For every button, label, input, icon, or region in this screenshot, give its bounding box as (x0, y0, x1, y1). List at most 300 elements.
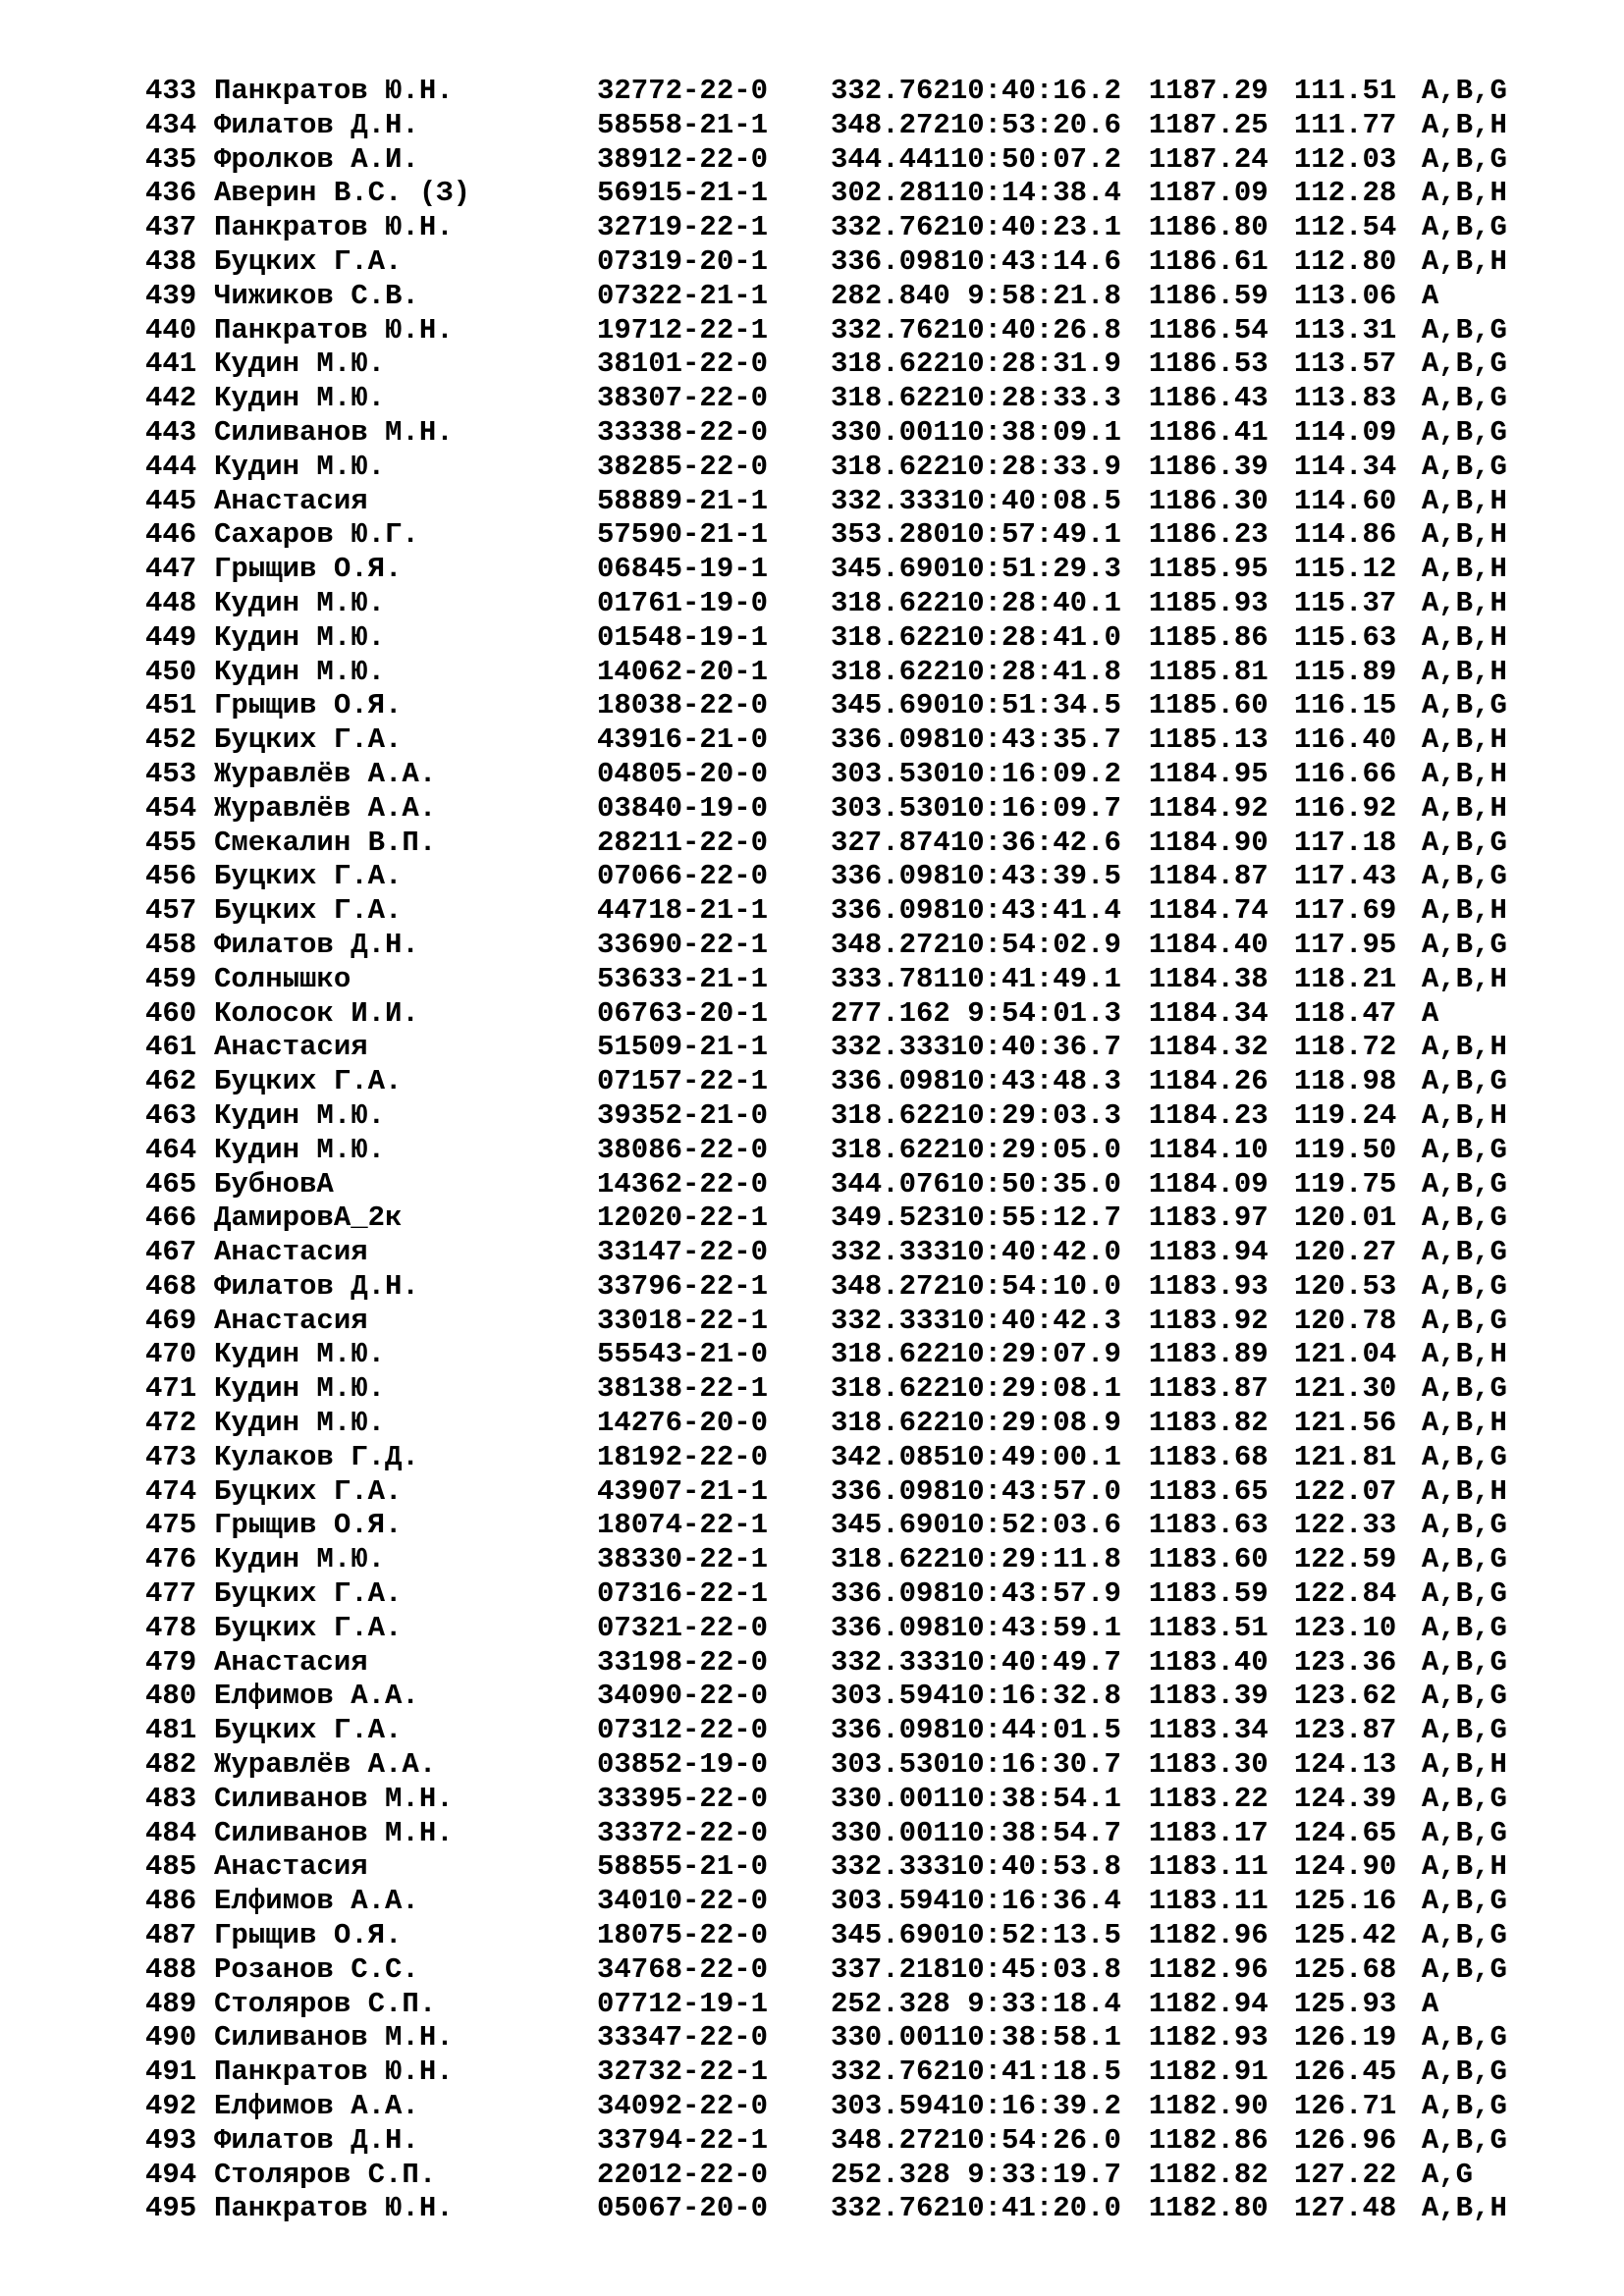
coefficient-value: 127.48 (1293, 2192, 1397, 2225)
place-number: 444 (145, 450, 197, 483)
ring-number: 14062-20-1 (597, 655, 769, 688)
distance-km: 303.530 (831, 791, 950, 825)
fancier-name: Кудин М.Ю. (214, 450, 386, 483)
arrival-time: 10:40:16.2 (949, 75, 1121, 107)
arrival-time: 10:43:14.6 (949, 244, 1121, 278)
arrival-time: 10:28:41.8 (949, 655, 1121, 688)
result-row (145, 485, 1530, 519)
coefficient-value: 114.09 (1293, 415, 1397, 449)
distance-km: 318.622 (831, 450, 950, 483)
category-flags: A,B,G (1421, 450, 1507, 483)
ring-number: 06845-19-1 (597, 553, 769, 586)
speed-value: 1182.96 (1148, 1952, 1269, 1986)
arrival-time: 10:16:09.7 (949, 791, 1121, 825)
ring-number: 01548-19-1 (597, 620, 769, 654)
coefficient-value: 125.16 (1293, 1885, 1397, 1918)
fancier-name: Анастасия (214, 1645, 368, 1679)
category-flags: A,B,H (1421, 757, 1507, 790)
speed-value: 1182.82 (1148, 2158, 1269, 2191)
category-flags: A,B,G (1421, 689, 1507, 722)
result-row (145, 997, 1530, 1032)
result-row (145, 1885, 1530, 1919)
arrival-time: 10:50:07.2 (949, 142, 1121, 176)
category-flags: A,B,H (1421, 791, 1507, 825)
distance-km: 318.622 (831, 382, 950, 415)
category-flags: A,B,G (1421, 2123, 1507, 2157)
ring-number: 28211-22-0 (597, 826, 769, 859)
ring-number: 14362-22-0 (597, 1167, 769, 1201)
ring-number: 33796-22-1 (597, 1269, 769, 1303)
fancier-name: Фролков А.И. (214, 142, 419, 176)
distance-km: 332.333 (831, 1236, 950, 1269)
coefficient-value: 121.04 (1293, 1338, 1397, 1371)
place-number: 451 (145, 689, 197, 722)
fancier-name: Солнышко (214, 962, 352, 995)
category-flags: A,B,G (1421, 1236, 1507, 1269)
category-flags: A (1421, 996, 1439, 1030)
distance-km: 345.690 (831, 1919, 950, 1952)
coefficient-value: 114.34 (1293, 450, 1397, 483)
fancier-name: Сахаров Ю.Г. (214, 518, 419, 552)
arrival-time: 10:16:36.4 (949, 1885, 1121, 1918)
result-row (145, 1372, 1530, 1407)
speed-value: 1183.94 (1148, 1236, 1269, 1269)
place-number: 440 (145, 313, 197, 347)
arrival-time: 10:50:35.0 (949, 1167, 1121, 1201)
speed-value: 1185.95 (1148, 553, 1269, 586)
distance-km: 318.622 (831, 1407, 950, 1440)
distance-km: 252.328 (831, 1987, 950, 2020)
fancier-name: Панкратов Ю.Н. (214, 2056, 454, 2089)
result-row (145, 963, 1530, 997)
coefficient-value: 115.89 (1293, 655, 1397, 688)
distance-km: 336.098 (831, 1577, 950, 1611)
speed-value: 1186.30 (1148, 484, 1269, 517)
arrival-time: 10:41:20.0 (949, 2192, 1121, 2225)
place-number: 462 (145, 1065, 197, 1098)
arrival-time: 10:28:40.1 (949, 586, 1121, 619)
coefficient-value: 119.50 (1293, 1133, 1397, 1166)
speed-value: 1185.13 (1148, 723, 1269, 757)
distance-km: 302.281 (831, 177, 950, 210)
result-row (145, 280, 1530, 314)
result-row (145, 109, 1530, 143)
result-row (145, 2090, 1530, 2124)
speed-value: 1186.54 (1148, 313, 1269, 347)
fancier-name: Журавлёв А.А. (214, 791, 437, 825)
distance-km: 345.690 (831, 553, 950, 586)
ring-number: 32732-22-1 (597, 2056, 769, 2089)
distance-km: 345.690 (831, 1509, 950, 1542)
distance-km: 345.690 (831, 689, 950, 722)
ring-number: 33690-22-1 (597, 928, 769, 961)
category-flags: A,B,H (1421, 962, 1507, 995)
category-flags: A,B,H (1421, 1850, 1507, 1884)
arrival-time: 10:29:05.0 (949, 1133, 1121, 1166)
category-flags: A,B,G (1421, 1133, 1507, 1166)
result-row (145, 1441, 1530, 1475)
distance-km: 336.098 (831, 860, 950, 893)
distance-km: 282.840 (831, 279, 950, 312)
ring-number: 19712-22-1 (597, 313, 769, 347)
ring-number: 51509-21-1 (597, 1031, 769, 1064)
arrival-time: 10:28:41.0 (949, 620, 1121, 654)
place-number: 441 (145, 347, 197, 381)
fancier-name: Журавлёв А.А. (214, 1748, 437, 1782)
category-flags: A,B,G (1421, 928, 1507, 961)
distance-km: 318.622 (831, 1372, 950, 1406)
coefficient-value: 122.33 (1293, 1509, 1397, 1542)
distance-km: 332.762 (831, 2192, 950, 2225)
distance-km: 318.622 (831, 1133, 950, 1166)
result-row (145, 1236, 1530, 1270)
coefficient-value: 118.98 (1293, 1065, 1397, 1098)
result-row (145, 75, 1530, 109)
speed-value: 1184.32 (1148, 1031, 1269, 1064)
arrival-time: 10:14:38.4 (949, 177, 1121, 210)
ring-number: 33198-22-0 (597, 1645, 769, 1679)
speed-value: 1183.60 (1148, 1543, 1269, 1576)
speed-value: 1184.40 (1148, 928, 1269, 961)
ring-number: 06763-20-1 (597, 996, 769, 1030)
arrival-time: 9:33:19.7 (949, 2158, 1121, 2191)
category-flags: A,B,G (1421, 1952, 1507, 1986)
category-flags: A,B,H (1421, 553, 1507, 586)
fancier-name: Силиванов М.Н. (214, 415, 454, 449)
coefficient-value: 123.87 (1293, 1714, 1397, 1747)
ring-number: 07322-21-1 (597, 279, 769, 312)
distance-km: 332.333 (831, 1304, 950, 1337)
result-row (145, 1134, 1530, 1168)
fancier-name: Кудин М.Ю. (214, 586, 386, 619)
coefficient-value: 112.80 (1293, 244, 1397, 278)
result-row (145, 1680, 1530, 1714)
category-flags: A,B,G (1421, 1304, 1507, 1337)
arrival-time: 10:16:39.2 (949, 2090, 1121, 2123)
coefficient-value: 123.10 (1293, 1611, 1397, 1644)
coefficient-value: 126.19 (1293, 2021, 1397, 2055)
distance-km: 303.530 (831, 1748, 950, 1782)
category-flags: A (1421, 279, 1439, 312)
fancier-name: Анастасия (214, 1304, 368, 1337)
coefficient-value: 123.62 (1293, 1680, 1397, 1713)
distance-km: 303.594 (831, 1680, 950, 1713)
arrival-time: 10:43:59.1 (949, 1611, 1121, 1644)
result-row (145, 1270, 1530, 1305)
speed-value: 1186.61 (1148, 244, 1269, 278)
place-number: 481 (145, 1714, 197, 1747)
category-flags: A,B,H (1421, 1407, 1507, 1440)
ring-number: 57590-21-1 (597, 518, 769, 552)
place-number: 493 (145, 2123, 197, 2157)
place-number: 446 (145, 518, 197, 552)
coefficient-value: 112.54 (1293, 211, 1397, 244)
result-row (145, 723, 1530, 758)
distance-km: 348.272 (831, 928, 950, 961)
category-flags: A,B,G (1421, 860, 1507, 893)
ring-number: 07316-22-1 (597, 1577, 769, 1611)
arrival-time: 10:55:12.7 (949, 1201, 1121, 1235)
coefficient-value: 119.24 (1293, 1098, 1397, 1132)
result-row (145, 656, 1530, 690)
speed-value: 1186.23 (1148, 518, 1269, 552)
category-flags: A,B,H (1421, 1031, 1507, 1064)
distance-km: 332.333 (831, 1031, 950, 1064)
arrival-time: 10:45:03.8 (949, 1952, 1121, 1986)
category-flags: A,B,G (1421, 2021, 1507, 2055)
result-row (145, 1099, 1530, 1134)
distance-km: 336.098 (831, 894, 950, 928)
distance-km: 318.622 (831, 655, 950, 688)
category-flags: A,B,H (1421, 655, 1507, 688)
speed-value: 1184.09 (1148, 1167, 1269, 1201)
ring-number: 03852-19-0 (597, 1748, 769, 1782)
fancier-name: Филатов Д.Н. (214, 108, 419, 141)
place-number: 466 (145, 1201, 197, 1235)
coefficient-value: 122.84 (1293, 1577, 1397, 1611)
arrival-time: 10:54:10.0 (949, 1269, 1121, 1303)
arrival-time: 10:40:08.5 (949, 484, 1121, 517)
ring-number: 07321-22-0 (597, 1611, 769, 1644)
category-flags: A,B,H (1421, 620, 1507, 654)
fancier-name: Кудин М.Ю. (214, 1098, 386, 1132)
speed-value: 1183.87 (1148, 1372, 1269, 1406)
place-number: 469 (145, 1304, 197, 1337)
arrival-time: 10:57:49.1 (949, 518, 1121, 552)
fancier-name: Смекалин В.П. (214, 826, 437, 859)
distance-km: 344.076 (831, 1167, 950, 1201)
ring-number: 38086-22-0 (597, 1133, 769, 1166)
coefficient-value: 113.83 (1293, 382, 1397, 415)
place-number: 467 (145, 1236, 197, 1269)
coefficient-value: 125.68 (1293, 1952, 1397, 1986)
coefficient-value: 120.53 (1293, 1269, 1397, 1303)
arrival-time: 10:16:30.7 (949, 1748, 1121, 1782)
result-row (145, 1748, 1530, 1783)
place-number: 443 (145, 415, 197, 449)
result-row (145, 2021, 1530, 2056)
distance-km: 303.530 (831, 757, 950, 790)
result-row (145, 2124, 1530, 2159)
category-flags: A,B,H (1421, 177, 1507, 210)
speed-value: 1186.43 (1148, 382, 1269, 415)
result-row (145, 1714, 1530, 1748)
speed-value: 1182.90 (1148, 2090, 1269, 2123)
place-number: 489 (145, 1987, 197, 2020)
place-number: 470 (145, 1338, 197, 1371)
arrival-time: 10:38:09.1 (949, 415, 1121, 449)
result-row (145, 553, 1530, 587)
fancier-name: Грыщив О.Я. (214, 553, 403, 586)
category-flags: A,B,H (1421, 894, 1507, 928)
arrival-time: 10:38:54.1 (949, 1782, 1121, 1815)
distance-km: 336.098 (831, 1611, 950, 1644)
speed-value: 1186.39 (1148, 450, 1269, 483)
place-number: 456 (145, 860, 197, 893)
fancier-name: Буцких Г.А. (214, 894, 403, 928)
fancier-name: Панкратов Ю.Н. (214, 2192, 454, 2225)
category-flags: A,B,G (1421, 1509, 1507, 1542)
place-number: 475 (145, 1509, 197, 1542)
fancier-name: Филатов Д.Н. (214, 2123, 419, 2157)
arrival-time: 10:52:13.5 (949, 1919, 1121, 1952)
fancier-name: Кудин М.Ю. (214, 655, 386, 688)
coefficient-value: 121.30 (1293, 1372, 1397, 1406)
category-flags: A,B,G (1421, 1167, 1507, 1201)
coefficient-value: 116.92 (1293, 791, 1397, 825)
speed-value: 1183.82 (1148, 1407, 1269, 1440)
distance-km: 353.280 (831, 518, 950, 552)
speed-value: 1184.92 (1148, 791, 1269, 825)
coefficient-value: 117.18 (1293, 826, 1397, 859)
arrival-time: 9:54:01.3 (949, 996, 1121, 1030)
ring-number: 43907-21-1 (597, 1474, 769, 1508)
coefficient-value: 115.37 (1293, 586, 1397, 619)
coefficient-value: 117.95 (1293, 928, 1397, 961)
coefficient-value: 118.72 (1293, 1031, 1397, 1064)
speed-value: 1184.23 (1148, 1098, 1269, 1132)
category-flags: A,B,H (1421, 1748, 1507, 1782)
place-number: 478 (145, 1611, 197, 1644)
ring-number: 33395-22-0 (597, 1782, 769, 1815)
speed-value: 1183.93 (1148, 1269, 1269, 1303)
ring-number: 03840-19-0 (597, 791, 769, 825)
ring-number: 53633-21-1 (597, 962, 769, 995)
result-row (145, 1577, 1530, 1612)
coefficient-value: 118.21 (1293, 962, 1397, 995)
fancier-name: Чижиков С.В. (214, 279, 419, 312)
category-flags: A,B,G (1421, 1680, 1507, 1713)
distance-km: 332.333 (831, 1645, 950, 1679)
ring-number: 58889-21-1 (597, 484, 769, 517)
speed-value: 1184.90 (1148, 826, 1269, 859)
distance-km: 336.098 (831, 1065, 950, 1098)
arrival-time: 10:43:48.3 (949, 1065, 1121, 1098)
place-number: 492 (145, 2090, 197, 2123)
result-row (145, 2056, 1530, 2090)
speed-value: 1183.59 (1148, 1577, 1269, 1611)
category-flags: A,B,G (1421, 1919, 1507, 1952)
speed-value: 1185.86 (1148, 620, 1269, 654)
place-number: 494 (145, 2158, 197, 2191)
coefficient-value: 120.01 (1293, 1201, 1397, 1235)
ring-number: 12020-22-1 (597, 1201, 769, 1235)
speed-value: 1185.60 (1148, 689, 1269, 722)
ring-number: 38101-22-0 (597, 347, 769, 381)
coefficient-value: 114.60 (1293, 484, 1397, 517)
coefficient-value: 112.28 (1293, 177, 1397, 210)
ring-number: 33794-22-1 (597, 2123, 769, 2157)
category-flags: A,B,H (1421, 1338, 1507, 1371)
category-flags: A,B,G (1421, 211, 1507, 244)
arrival-time: 10:28:33.3 (949, 382, 1121, 415)
distance-km: 330.001 (831, 2021, 950, 2055)
speed-value: 1183.97 (1148, 1201, 1269, 1235)
ring-number: 43916-21-0 (597, 723, 769, 757)
ring-number: 44718-21-1 (597, 894, 769, 928)
result-row (145, 1543, 1530, 1577)
category-flags: A,B,G (1421, 1543, 1507, 1576)
ring-number: 18192-22-0 (597, 1440, 769, 1473)
fancier-name: Колосок И.И. (214, 996, 419, 1030)
result-row (145, 1305, 1530, 1339)
result-row (145, 1065, 1530, 1099)
fancier-name: Буцких Г.А. (214, 1577, 403, 1611)
category-flags: A,B,G (1421, 1714, 1507, 1747)
speed-value: 1183.17 (1148, 1816, 1269, 1849)
arrival-time: 9:58:21.8 (949, 279, 1121, 312)
ring-number: 33347-22-0 (597, 2021, 769, 2055)
category-flags: A,B,G (1421, 1269, 1507, 1303)
speed-value: 1186.41 (1148, 415, 1269, 449)
coefficient-value: 122.07 (1293, 1474, 1397, 1508)
ring-number: 04805-20-0 (597, 757, 769, 790)
arrival-time: 10:29:08.9 (949, 1407, 1121, 1440)
arrival-time: 10:49:00.1 (949, 1440, 1121, 1473)
result-row (145, 1817, 1530, 1851)
coefficient-value: 126.96 (1293, 2123, 1397, 2157)
place-number: 442 (145, 382, 197, 415)
distance-km: 330.001 (831, 1816, 950, 1849)
category-flags: A,B,G (1421, 1885, 1507, 1918)
distance-km: 252.328 (831, 2158, 950, 2191)
fancier-name: Панкратов Ю.Н. (214, 75, 454, 107)
distance-km: 327.874 (831, 826, 950, 859)
result-row (145, 758, 1530, 792)
result-row (145, 1646, 1530, 1681)
result-row (145, 894, 1530, 929)
arrival-time: 10:28:33.9 (949, 450, 1121, 483)
result-row (145, 416, 1530, 451)
speed-value: 1183.11 (1148, 1885, 1269, 1918)
ring-number: 34092-22-0 (597, 2090, 769, 2123)
speed-value: 1187.24 (1148, 142, 1269, 176)
coefficient-value: 120.78 (1293, 1304, 1397, 1337)
fancier-name: Розанов С.С. (214, 1952, 419, 1986)
fancier-name: Панкратов Ю.Н. (214, 211, 454, 244)
distance-km: 318.622 (831, 586, 950, 619)
arrival-time: 10:36:42.6 (949, 826, 1121, 859)
category-flags: A,B,G (1421, 1611, 1507, 1644)
category-flags: A,B,G (1421, 1372, 1507, 1406)
ring-number: 07157-22-1 (597, 1065, 769, 1098)
distance-km: 332.333 (831, 1850, 950, 1884)
fancier-name: Елфимов А.А. (214, 1885, 419, 1918)
result-row (145, 1612, 1530, 1646)
category-flags: A,B,H (1421, 1098, 1507, 1132)
fancier-name: Буцких Г.А. (214, 723, 403, 757)
category-flags: A,B,G (1421, 1645, 1507, 1679)
arrival-time: 10:38:54.7 (949, 1816, 1121, 1849)
category-flags: A,B,G (1421, 2056, 1507, 2089)
arrival-time: 10:40:42.0 (949, 1236, 1121, 1269)
arrival-time: 10:40:42.3 (949, 1304, 1121, 1337)
place-number: 472 (145, 1407, 197, 1440)
arrival-time: 10:54:26.0 (949, 2123, 1121, 2157)
place-number: 433 (145, 75, 197, 107)
coefficient-value: 121.81 (1293, 1440, 1397, 1473)
distance-km: 277.162 (831, 996, 950, 1030)
ring-number: 07312-22-0 (597, 1714, 769, 1747)
coefficient-value: 126.45 (1293, 2056, 1397, 2089)
result-row (145, 518, 1530, 553)
coefficient-value: 115.63 (1293, 620, 1397, 654)
place-number: 491 (145, 2056, 197, 2089)
place-number: 485 (145, 1850, 197, 1884)
speed-value: 1183.63 (1148, 1509, 1269, 1542)
speed-value: 1183.22 (1148, 1782, 1269, 1815)
ring-number: 34768-22-0 (597, 1952, 769, 1986)
